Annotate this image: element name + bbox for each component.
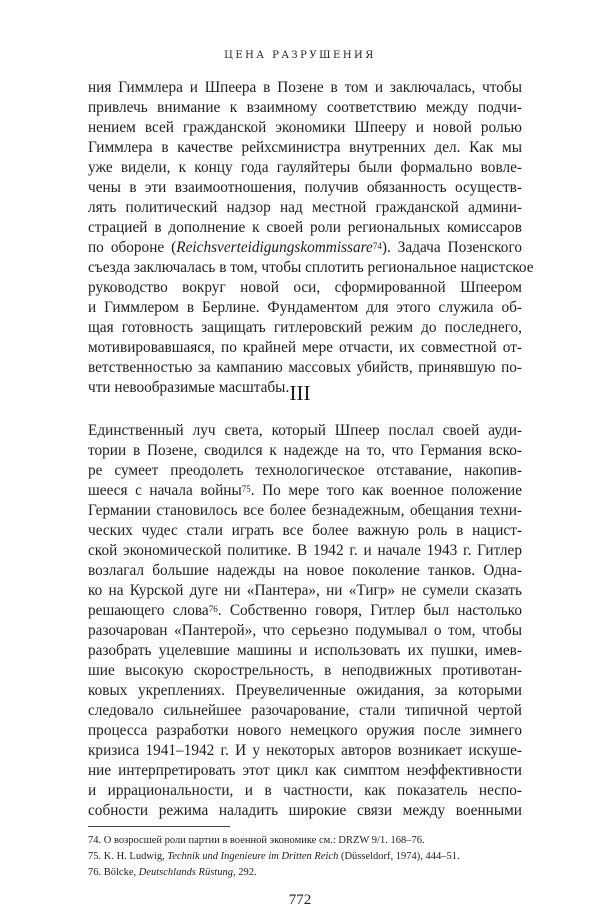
text-line: Единственный луч света, который Шпеер послал своей ауди- <box>88 422 522 439</box>
text-line: ния Гиммлера и Шпеера в Позене в том и заключалась, чтобы <box>88 79 522 96</box>
text-line: уже видели, к концу года гауляйтеры были формально вовле- <box>88 159 522 176</box>
text-line: процесса разработки нового немецкого оружия после зимнего <box>88 722 522 739</box>
text-line: собности режима наладить широкие связи между военными <box>88 802 522 819</box>
text-line: ковых укреплениях. Преувеличенные ожидания, за которыми <box>88 682 522 699</box>
text-segment: (Düsseldorf, 1974), 444–51. <box>338 851 460 862</box>
text-segment: по обороне ( <box>88 239 177 256</box>
text-line: следовало сильнейшее разочарование, стали типичной чертой <box>88 702 522 719</box>
text-segment: , 292. <box>232 867 257 878</box>
footnote-ref-75: 75 <box>241 484 251 494</box>
text-line: привлечь внимание к взаимному соответствию между подчи- <box>88 99 522 116</box>
footnote-74: 74. О возросшей роли партии в военной экономике см.: DRZW 9/1. 168–76. <box>88 835 425 846</box>
text-line <box>88 601 522 621</box>
text-line <box>88 481 522 501</box>
italic-term: Reichsverteidigungskommissare <box>176 239 373 256</box>
text-line: руководство вокруг новой оси, сформированной Шпеером <box>88 279 522 296</box>
text-line <box>88 238 522 258</box>
footnote-75 <box>88 849 522 865</box>
text-segment: 76. Bölcke, <box>88 867 139 878</box>
page-number: 772 <box>288 892 312 908</box>
text-line: лять политический надзор над местной гражданской админи- <box>88 199 522 216</box>
footnote-ref-74: 74 <box>372 241 382 251</box>
text-segment: ). Задача Позенского <box>381 239 522 256</box>
text-line: ветственностью за кампанию массовых убийств, принявшую по- <box>88 359 522 376</box>
text-line: ской экономической политике. В 1942 г. и начале 1943 г. Гитлер <box>88 542 522 559</box>
text-segment: . Собственно говоря, Гитлер был настолько <box>217 602 522 619</box>
text-line: тории в Позене, сводился к надежде на то, что Германия вско- <box>88 442 522 459</box>
text-line: ре сумеет преодолеть технологическое отставание, накопив- <box>88 462 522 479</box>
running-header: ЦЕНА РАЗРУШЕНИЯ <box>224 50 376 61</box>
text-line: возлагал большие надежды на новое поколение танков. Одна- <box>88 562 522 579</box>
footnote-ref-76: 76 <box>208 604 218 614</box>
footnote-divider <box>88 826 230 827</box>
text-line: кризиса 1941–1942 г. И у некоторых авторов возникает искуше- <box>88 742 522 759</box>
text-line: ческих чудес стали играть все более важную роль в нацист- <box>88 522 522 539</box>
text-line: страцией в дополнение к своей роли региональных комиссаров <box>88 219 522 236</box>
text-line: мотивировавшаяся, по крайней мере отчасти, их совместной от- <box>88 339 522 356</box>
text-segment: 75. K. H. Ludwig, <box>88 851 168 862</box>
text-line: чти невообразимые масштабы. <box>88 379 290 396</box>
italic-title: Technik und Ingenieure im Dritten Reich <box>167 851 339 862</box>
text-line: нением всей гражданской экономики Шпееру и новой ролью <box>88 119 522 136</box>
text-line: съезда заключалась в том, чтобы сплотить региональное нацистское <box>88 259 534 276</box>
text-line: Германии становилось все более безнадежным, обещания техни- <box>88 502 522 519</box>
text-line: шие высокую скорострельность, в неподвижных противотан- <box>88 662 522 679</box>
text-line: разобрать уцелевшие машины и использовать их пушки, имев- <box>88 642 522 659</box>
text-line: ние интерпретировать этот цикл как симптом неэффективности <box>88 762 522 779</box>
text-segment: шееся с начала войны <box>88 482 242 499</box>
italic-title: Deutschlands Rüstung <box>138 867 233 878</box>
text-line: ко на Курской дуге ни «Пантера», ни «Тигр» не сумели сказать <box>88 582 522 599</box>
text-segment: решающего слова <box>88 602 209 619</box>
text-line: и Гиммлером в Берлине. Фундаментом для этого служила об- <box>88 299 522 316</box>
section-heading: III <box>289 381 311 405</box>
text-line: щая готовность защищать гитлеровский режим до последнего, <box>88 319 522 336</box>
text-line: разочарован «Пантерой», что серьезно подумывал о том, чтобы <box>88 622 522 639</box>
text-line: чены в эти взаимоотношения, получив обязанность осуществ- <box>88 179 522 196</box>
footnote-76 <box>88 865 522 881</box>
text-line: Гиммлера в качестве рейхсминистра внутренних дел. Как мы <box>88 139 522 156</box>
text-line: и иррациональности, и в частности, как показатель неспо- <box>88 782 522 799</box>
text-segment: . По мере того как военное положение <box>250 482 522 499</box>
